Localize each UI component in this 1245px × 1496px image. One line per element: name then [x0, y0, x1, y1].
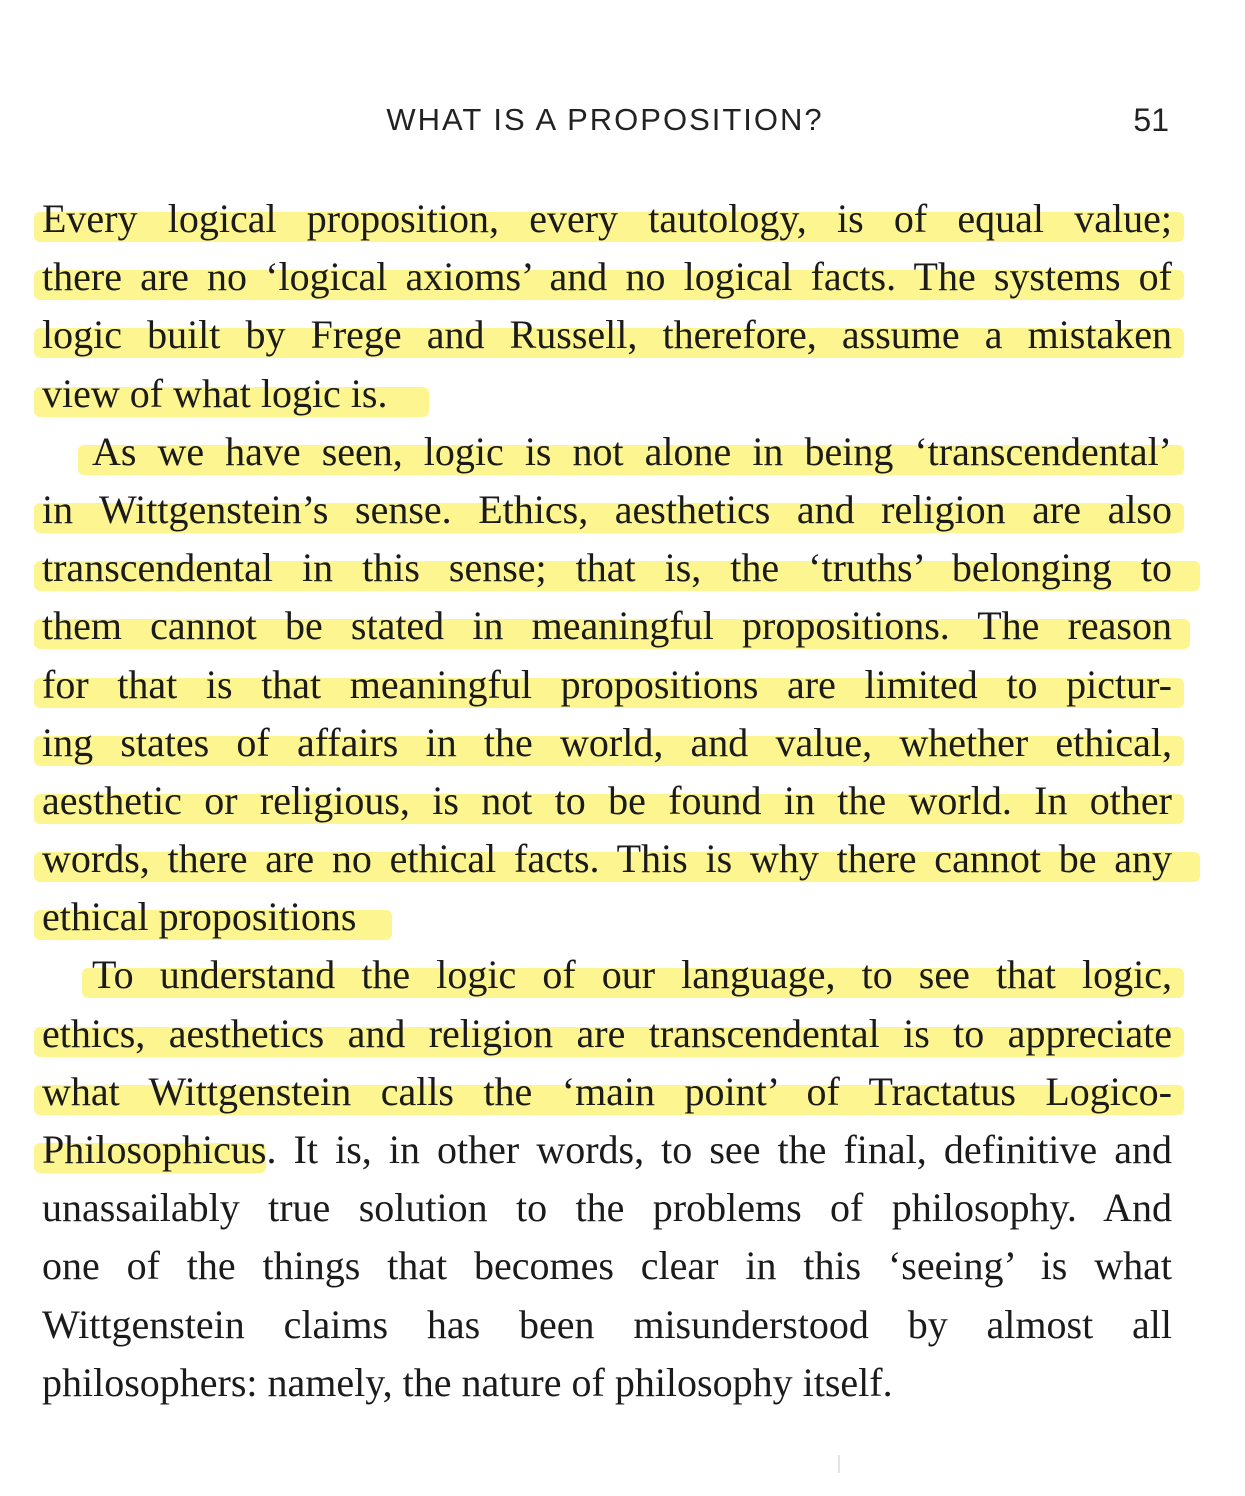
text-line: logic built by Frege and Russell, therefore, assume a mistaken [42, 306, 1172, 364]
text-line: aesthetic or religious, is not to be found in the world. In other [42, 772, 1172, 830]
text-line: in Wittgenstein’s sense. Ethics, aesthetics and religion are also [42, 481, 1172, 539]
text-line: ethical propositions [42, 888, 1172, 946]
text-line: philosophers: namely, the nature of philosophy itself. [42, 1359, 893, 1405]
text-line: view of what logic is. [42, 365, 1172, 423]
page-number: 51 [1133, 102, 1169, 138]
chapter-title: WHAT IS A PROPOSITION? [386, 102, 824, 137]
text-line: unassailably true solution to the problems of philosophy. And [42, 1185, 1172, 1231]
text-line: words, there are no ethical facts. This is why there cannot be any [42, 830, 1172, 888]
running-head [0, 102, 1245, 146]
paragraph-1 [42, 190, 1172, 423]
text-line: ing states of affairs in the world, and value, whether ethical, [42, 714, 1172, 772]
text-line: one of the things that becomes clear in this ‘seeing’ is what [42, 1243, 1172, 1289]
text-line: there are no ‘logical axioms’ and no logical facts. The systems of [42, 248, 1172, 306]
text-line: transcendental in this sense; that is, the ‘truths’ belonging to [42, 539, 1172, 597]
text-line: Wittgenstein claims has been misunderstood by almost all [42, 1301, 1172, 1347]
scan-speck [838, 1455, 840, 1473]
text-line: them cannot be stated in meaningful propositions. The reason [42, 597, 1172, 655]
text-line: Philosophicus. It is, in other words, to see the final, definitive and [42, 1121, 1172, 1179]
text-line: for that is that meaningful propositions are limited to pictur- [42, 656, 1172, 714]
text-line: Every logical proposition, every tautology, is of equal value; [42, 190, 1172, 248]
text-line: what Wittgenstein calls the ‘main point’ of Tractatus Logico- [42, 1063, 1172, 1121]
text-line: ethics, aesthetics and religion are transcendental is to appreciate [42, 1005, 1172, 1063]
text-line: To understand the logic of our language, to see that logic, [42, 946, 1172, 1004]
paragraph-2 [42, 423, 1172, 947]
text-line: As we have seen, logic is not alone in being ‘transcendental’ [42, 423, 1172, 481]
paragraph-3 [42, 946, 1172, 1412]
body-text [42, 190, 1172, 1412]
